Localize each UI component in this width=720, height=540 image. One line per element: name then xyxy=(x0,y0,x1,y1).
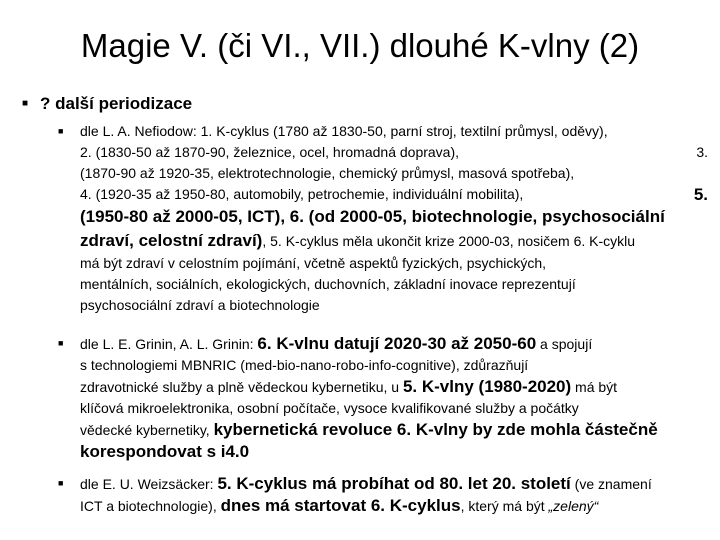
text-line: 4. (1920-35 až 1950-80, automobily, petrochemie, individuální mobilita), 5. xyxy=(80,185,708,204)
text-line: zdraví, celostní zdraví), 5. K-cyklus měla ukončit krize 2000-03, nosičem 6. K-cyklu xyxy=(80,231,636,250)
text-line: zdravotnické služby a plně vědeckou kybernetiku, u 5. K-vlny (1980-2020) má být xyxy=(80,377,618,396)
list-item-grinin xyxy=(58,333,708,462)
heading-text: ? další periodizace xyxy=(40,94,193,113)
text-line: ICT a biotechnologie), dnes má startovat 6. K-cyklus, který má být „zelený“ xyxy=(80,496,599,515)
square-bullet-icon: ■ xyxy=(58,478,64,488)
slide-title-suffix: (2) xyxy=(598,27,640,64)
slide-title xyxy=(0,24,720,68)
slide-title-main: Magie V. (či VI., VII.) dlouhé K-vlny xyxy=(80,27,590,64)
text-line: 2. (1830-50 až 1870-90, železnice, ocel, hromadná doprava), 3. xyxy=(80,144,708,160)
text-line: má být zdraví v celostním pojímání, včetně aspektů fyzických, psychických, xyxy=(80,255,547,271)
text-line: klíčová mikroelektronika, osobní počítače, vysoce kvalifikované služby a počátky xyxy=(80,400,579,416)
text-line: vědecké kybernetiky, kybernetická revoluce 6. K-vlny by zde mohla částečně xyxy=(80,420,658,439)
text-line: dle E. U. Weizsäcker: 5. K-cyklus má probíhat od 80. let 20. století (ve znamení xyxy=(80,474,652,493)
text-line: korespondovat s i4.0 xyxy=(80,442,250,461)
list-item-nefiodow xyxy=(58,121,708,316)
square-bullet-icon: ■ xyxy=(22,98,29,109)
text-line: dle L. E. Grinin, A. L. Grinin: 6. K-vlnu datují 2020-30 až 2050-60 a spojují xyxy=(80,334,593,353)
text-line: (1950-80 až 2000-05, ICT), 6. (od 2000-05, biotechnologie, psychosociální xyxy=(80,207,665,226)
list-item-weizsacker xyxy=(58,473,708,517)
square-bullet-icon: ■ xyxy=(58,338,64,348)
square-bullet-icon: ■ xyxy=(58,126,64,136)
text-line: dle L. A. Nefiodow: 1. K-cyklus (1780 až 1830-50, parní stroj, textilní průmysl, oděvy), xyxy=(80,123,608,139)
text-line: mentálních, sociálních, ekologických, duchovních, základní inovace reprezentují xyxy=(80,276,576,292)
text-line: s technologiemi MBNRIC (med-bio-nano-robo-info-cognitive), zdůrazňují xyxy=(80,357,529,373)
heading-bullet xyxy=(22,93,702,115)
text-line: psychosociální zdraví a biotechnologie xyxy=(80,297,320,313)
text-line: (1870-90 až 1920-35, elektrotechnologie, chemický průmysl, masová spotřeba), xyxy=(80,165,575,181)
